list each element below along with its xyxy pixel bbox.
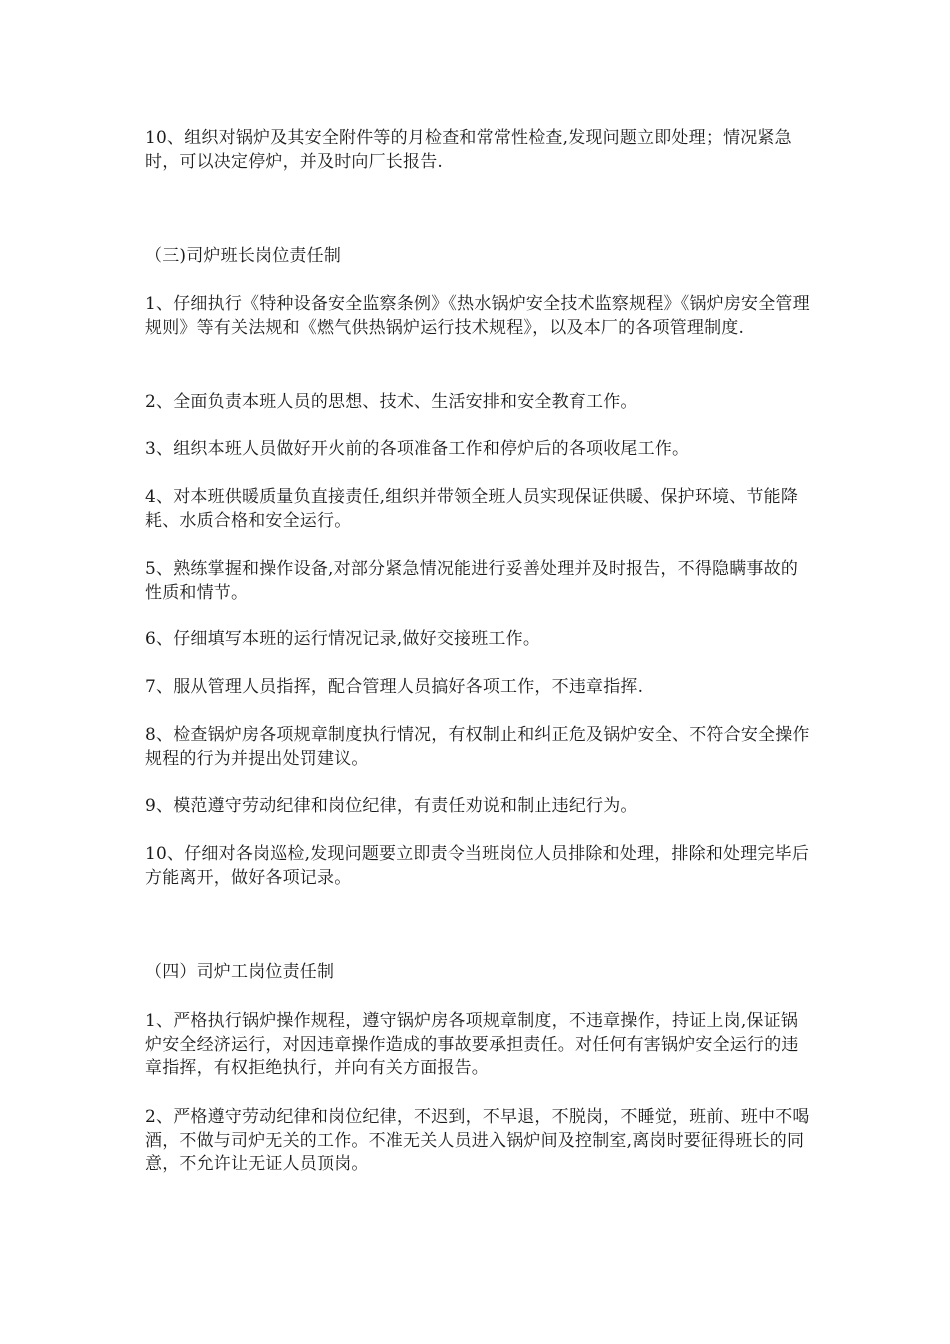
section-3-heading: （三)司炉班长岗位责任制 [145, 246, 342, 266]
section-3-item-8: 8、检查锅炉房各项规章制度执行情况，有权制止和纠正危及锅炉安全、不符合安全操作规程的行为并提出处罚建议。 [145, 725, 810, 769]
section-4-heading: （四）司炉工岗位责任制 [145, 962, 335, 982]
section-3-item-7: 7、服从管理人员指挥，配合管理人员搞好各项工作，不违章指挥. [145, 677, 644, 697]
section-4-item-1: 1、严格执行锅炉操作规程，遵守锅炉房各项规章制度，不违章操作，持证上岗,保证锅炉安全经济运行，对因违章操作造成的事故要承担责任。对任何有害锅炉安全运行的违章指挥，有权拒绝执行，并向有关方面报告。 [145, 1011, 799, 1078]
section-3-item-6: 6、仔细填写本班的运行情况记录,做好交接班工作。 [145, 629, 541, 649]
section-3-item-3: 3、组织本班人员做好开火前的各项准备工作和停炉后的各项收尾工作。 [145, 439, 690, 459]
section-3-item-9: 9、模范遵守劳动纪律和岗位纪律，有责任劝说和制止违纪行为。 [145, 796, 638, 816]
section-3-item-10: 10、仔细对各岗巡检,发现问题要立即责令当班岗位人员排除和处理，排除和处理完毕后方能离开，做好各项记录。 [145, 844, 810, 888]
section-3-item-2: 2、全面负责本班人员的思想、技术、生活安排和安全教育工作。 [145, 392, 638, 412]
top-paragraph: 10、组织对锅炉及其安全附件等的月检查和常常性检查,发现问题立即处理；情况紧急时，可以决定停炉，并及时向厂长报告. [145, 128, 792, 172]
section-3-item-5: 5、熟练掌握和操作设备,对部分紧急情况能进行妥善处理并及时报告，不得隐瞒事故的性质和情节。 [145, 559, 799, 603]
section-3-item-1: 1、仔细执行《特种设备安全监察条例》《热水锅炉安全技术监察规程》《锅炉房安全管理规则》等有关法规和《燃气供热锅炉运行技术规程》，以及本厂的各项管理制度. [145, 294, 810, 338]
section-4-item-2: 2、严格遵守劳动纪律和岗位纪律，不迟到，不早退，不脱岗，不睡觉，班前、班中不喝酒，不做与司炉无关的工作。不准无关人员进入锅炉间及控制室,离岗时要征得班长的同意，不允许让无证人员顶岗。 [145, 1107, 810, 1174]
section-3-item-4: 4、对本班供暖质量负直接责任,组织并带领全班人员实现保证供暖、保护环境、节能降耗、水质合格和安全运行。 [145, 487, 799, 531]
